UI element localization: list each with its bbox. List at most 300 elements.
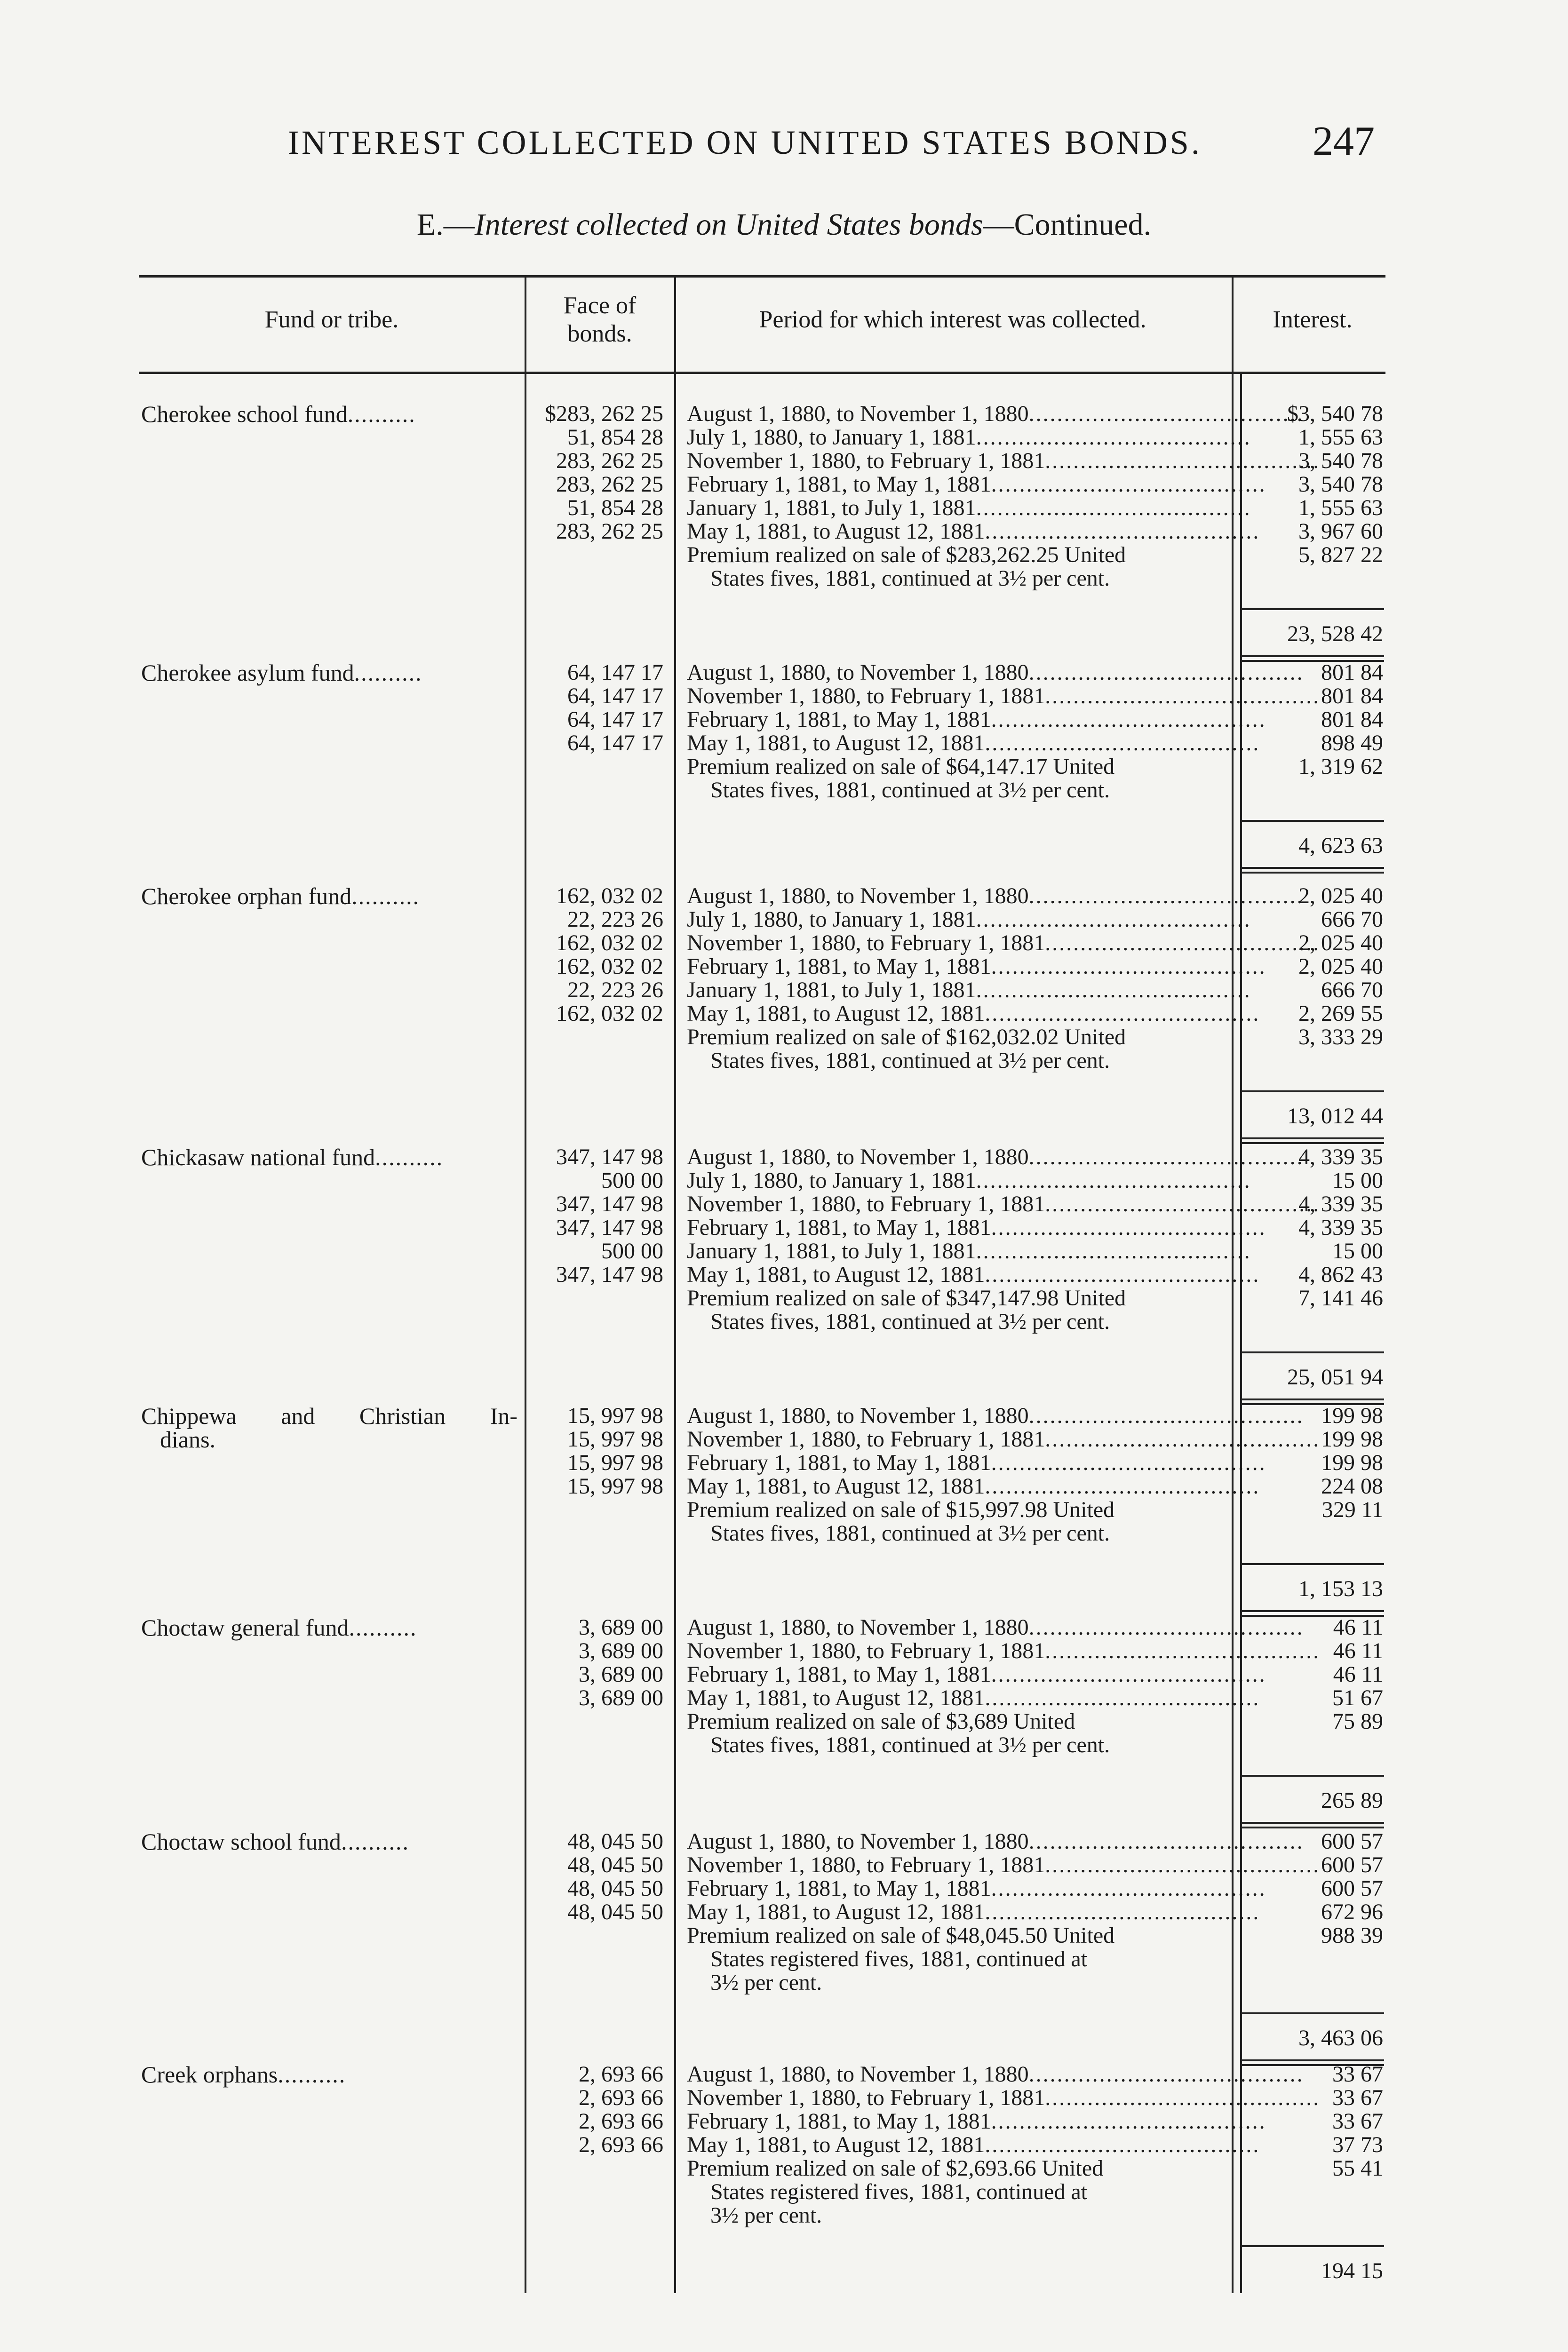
period bbox=[687, 1427, 1321, 1452]
period bbox=[687, 1001, 1260, 1026]
interest-amount: 2, 025 40 bbox=[1298, 883, 1383, 908]
face-value: 283, 262 25 bbox=[556, 519, 663, 544]
dot-leaders: ....................................... bbox=[991, 1215, 1266, 1240]
table-title bbox=[0, 207, 1568, 243]
dot-leaders: .......... bbox=[341, 1828, 409, 1855]
section-total: 265 89 bbox=[1321, 1788, 1383, 1813]
table-row bbox=[0, 1663, 1568, 1686]
premium-amount: 75 89 bbox=[1332, 1709, 1383, 1734]
table-row bbox=[0, 1616, 1568, 1639]
interest-amount: 3, 967 60 bbox=[1298, 519, 1383, 544]
dot-leaders: ....................................... bbox=[1045, 2085, 1321, 2110]
premium-note-line: States fives, 1881, continued at 3½ per cent. bbox=[710, 1521, 1110, 1546]
period bbox=[687, 707, 1266, 732]
face-value: 48, 045 50 bbox=[567, 1829, 663, 1854]
face-value: 51, 854 28 bbox=[567, 425, 663, 450]
premium-note bbox=[687, 1025, 1228, 1073]
face-value: 64, 147 17 bbox=[567, 683, 663, 708]
interest-amount: 600 57 bbox=[1321, 1876, 1383, 1901]
dot-leaders: ....................................... bbox=[991, 707, 1266, 732]
premium-note bbox=[687, 1498, 1228, 1545]
interest-amount: $3, 540 78 bbox=[1287, 401, 1383, 426]
table-row bbox=[0, 661, 1568, 684]
column-header-interest: Interest. bbox=[1273, 306, 1353, 333]
dot-leaders: .......... bbox=[278, 2061, 346, 2088]
table-row bbox=[0, 1877, 1568, 1900]
interest-amount: 672 96 bbox=[1321, 1899, 1383, 1924]
period bbox=[687, 1192, 1321, 1216]
premium-note bbox=[687, 543, 1228, 590]
face-value: 15, 997 98 bbox=[567, 1474, 663, 1499]
column-header-face bbox=[527, 292, 673, 348]
dot-leaders: ....................................... bbox=[1045, 930, 1321, 955]
premium-amount: 5, 827 22 bbox=[1298, 542, 1383, 567]
table-row bbox=[0, 1216, 1568, 1240]
dot-leaders: ....................................... bbox=[976, 425, 1251, 450]
period bbox=[687, 660, 1304, 685]
premium-note bbox=[687, 1924, 1228, 1994]
period-text: November 1, 1880, to February 1, 1881 bbox=[687, 1427, 1045, 1452]
period-text: May 1, 1881, to August 12, 1881 bbox=[687, 1474, 985, 1499]
period-text: November 1, 1880, to February 1, 1881 bbox=[687, 1638, 1045, 1663]
premium-note-line: Premium realized on sale of $2,693.66 United bbox=[687, 2156, 1104, 2181]
dot-leaders: ....................................... bbox=[991, 1662, 1266, 1687]
interest-amount: 199 98 bbox=[1321, 1403, 1383, 1428]
fund-name-line2: dians. bbox=[160, 1426, 216, 1453]
table-row bbox=[0, 402, 1568, 426]
face-value: 347, 147 98 bbox=[556, 1192, 663, 1216]
period-text: February 1, 1881, to May 1, 1881 bbox=[687, 1876, 991, 1901]
interest-amount: 33 67 bbox=[1332, 2085, 1383, 2110]
interest-amount: 4, 862 43 bbox=[1298, 1262, 1383, 1287]
interest-amount: 1, 555 63 bbox=[1298, 495, 1383, 520]
dot-leaders: ....................................... bbox=[991, 1876, 1266, 1901]
period-text: January 1, 1881, to July 1, 1881 bbox=[687, 495, 976, 520]
section-total: 25, 051 94 bbox=[1287, 1365, 1383, 1390]
fund-name-text: Creek orphans bbox=[141, 2061, 278, 2088]
table-title-prefix: E.— bbox=[416, 207, 475, 242]
period bbox=[687, 1829, 1304, 1854]
dot-leaders: ....................................... bbox=[1028, 660, 1304, 685]
period bbox=[687, 1662, 1266, 1687]
period bbox=[687, 495, 1251, 520]
premium-note-line: 3½ per cent. bbox=[710, 1970, 822, 1995]
fund-name-text: Choctaw school fund bbox=[141, 1828, 341, 1855]
premium-note-line: Premium realized on sale of $3,689 United bbox=[687, 1709, 1075, 1734]
table-row bbox=[0, 2063, 1568, 2086]
period bbox=[687, 907, 1251, 932]
premium-note-line: States fives, 1881, continued at 3½ per cent. bbox=[710, 1732, 1110, 1757]
fund-name-text: Cherokee asylum fund bbox=[141, 660, 354, 686]
dot-leaders: ....................................... bbox=[1045, 1192, 1321, 1216]
period-text: August 1, 1880, to November 1, 1880 bbox=[687, 401, 1029, 426]
table-title-suffix: —Continued. bbox=[983, 207, 1152, 242]
dot-leaders: ....................................... bbox=[985, 1474, 1260, 1499]
premium-amount: 55 41 bbox=[1332, 2156, 1383, 2181]
total-double-rule bbox=[1240, 867, 1384, 874]
face-value: 48, 045 50 bbox=[567, 1852, 663, 1877]
face-value: 48, 045 50 bbox=[567, 1876, 663, 1901]
face-value: 48, 045 50 bbox=[567, 1899, 663, 1924]
premium-note-line: States fives, 1881, continued at 3½ per cent. bbox=[710, 1048, 1110, 1073]
subtotal-rule bbox=[1240, 2012, 1384, 2014]
table-row bbox=[0, 1853, 1568, 1877]
face-value: 2, 693 66 bbox=[579, 2132, 663, 2157]
interest-amount: 33 67 bbox=[1332, 2062, 1383, 2087]
interest-amount: 4, 339 35 bbox=[1298, 1192, 1383, 1216]
table-row bbox=[0, 426, 1568, 449]
interest-amount: 37 73 bbox=[1332, 2132, 1383, 2157]
premium-note-line: 3½ per cent. bbox=[710, 2203, 822, 2228]
period-text: February 1, 1881, to May 1, 1881 bbox=[687, 1662, 991, 1687]
interest-amount: 666 70 bbox=[1321, 977, 1383, 1002]
interest-amount: 898 49 bbox=[1321, 731, 1383, 755]
interest-amount: 801 84 bbox=[1321, 660, 1383, 685]
subtotal-rule bbox=[1240, 1351, 1384, 1353]
interest-amount: 3, 540 78 bbox=[1298, 448, 1383, 473]
period bbox=[687, 1168, 1251, 1193]
face-value: 3, 689 00 bbox=[579, 1615, 663, 1640]
interest-amount: 33 67 bbox=[1332, 2109, 1383, 2134]
premium-note bbox=[687, 1287, 1228, 1334]
table-row bbox=[0, 1428, 1568, 1451]
face-value: 283, 262 25 bbox=[556, 472, 663, 497]
premium-note-line: Premium realized on sale of $347,147.98 United bbox=[687, 1286, 1126, 1311]
period-text: November 1, 1880, to February 1, 1881 bbox=[687, 1192, 1045, 1216]
interest-amount: 2, 269 55 bbox=[1298, 1001, 1383, 1026]
face-value: 64, 147 17 bbox=[567, 707, 663, 732]
period bbox=[687, 2085, 1321, 2110]
table-title-italic: Interest collected on United States bonds bbox=[474, 207, 983, 242]
period-text: May 1, 1881, to August 12, 1881 bbox=[687, 1899, 985, 1924]
period-text: May 1, 1881, to August 12, 1881 bbox=[687, 519, 985, 544]
dot-leaders: ....................................... bbox=[991, 2109, 1266, 2134]
face-value: 347, 147 98 bbox=[556, 1262, 663, 1287]
dot-leaders: ....................................... bbox=[1045, 1852, 1321, 1877]
table-row bbox=[0, 496, 1568, 520]
table-row bbox=[0, 931, 1568, 955]
period-text: August 1, 1880, to November 1, 1880 bbox=[687, 2062, 1029, 2087]
dot-leaders: ....................................... bbox=[985, 1262, 1260, 1287]
period bbox=[687, 1852, 1321, 1877]
page-header bbox=[0, 119, 1568, 175]
interest-amount: 46 11 bbox=[1333, 1615, 1383, 1640]
dot-leaders: ....................................... bbox=[1045, 448, 1321, 473]
period-text: February 1, 1881, to May 1, 1881 bbox=[687, 954, 991, 979]
subtotal-rule bbox=[1240, 2245, 1384, 2247]
table-row bbox=[0, 1686, 1568, 1710]
section-total: 13, 012 44 bbox=[1287, 1104, 1383, 1128]
face-value: 3, 689 00 bbox=[579, 1662, 663, 1687]
face-value: 162, 032 02 bbox=[556, 930, 663, 955]
interest-amount: 15 00 bbox=[1332, 1168, 1383, 1193]
table-row bbox=[0, 1192, 1568, 1216]
premium-note-line: Premium realized on sale of $48,045.50 United bbox=[687, 1923, 1115, 1948]
interest-amount: 666 70 bbox=[1321, 907, 1383, 932]
dot-leaders: ....................................... bbox=[985, 1899, 1260, 1924]
column-header-fund: Fund or tribe. bbox=[264, 306, 399, 333]
dot-leaders: ....................................... bbox=[985, 519, 1260, 544]
dot-leaders: ....................................... bbox=[1028, 1403, 1304, 1428]
period-text: May 1, 1881, to August 12, 1881 bbox=[687, 731, 985, 755]
interest-amount: 1, 555 63 bbox=[1298, 425, 1383, 450]
face-value: 15, 997 98 bbox=[567, 1403, 663, 1428]
premium-note-line: Premium realized on sale of $64,147.17 United bbox=[687, 754, 1115, 779]
period bbox=[687, 1899, 1260, 1924]
period bbox=[687, 883, 1304, 908]
face-value: 22, 223 26 bbox=[567, 907, 663, 932]
section-total: 23, 528 42 bbox=[1287, 621, 1383, 646]
interest-amount: 3, 540 78 bbox=[1298, 472, 1383, 497]
dot-leaders: ....................................... bbox=[1028, 1144, 1304, 1169]
table-row bbox=[0, 1263, 1568, 1287]
face-value: 162, 032 02 bbox=[556, 1001, 663, 1026]
dot-leaders: .......... bbox=[351, 883, 420, 909]
period-text: November 1, 1880, to February 1, 1881 bbox=[687, 683, 1045, 708]
period bbox=[687, 1144, 1304, 1169]
face-value: 64, 147 17 bbox=[567, 660, 663, 685]
subtotal-rule bbox=[1240, 608, 1384, 610]
header-bottom-rule bbox=[139, 372, 1385, 374]
premium-note bbox=[687, 755, 1228, 802]
fund-name-text: Cherokee school fund bbox=[141, 401, 348, 427]
subtotal-rule bbox=[1240, 1563, 1384, 1565]
interest-amount: 224 08 bbox=[1321, 1474, 1383, 1499]
fund-name-text: Chickasaw national fund bbox=[141, 1144, 375, 1170]
face-value: 2, 693 66 bbox=[579, 2085, 663, 2110]
table-row bbox=[0, 908, 1568, 931]
interest-amount: 600 57 bbox=[1321, 1852, 1383, 1877]
dot-leaders: .......... bbox=[347, 401, 416, 427]
period bbox=[687, 1215, 1266, 1240]
premium-note-line: States fives, 1881, continued at 3½ per cent. bbox=[710, 1309, 1110, 1334]
period-text: February 1, 1881, to May 1, 1881 bbox=[687, 1450, 991, 1475]
dot-leaders: ....................................... bbox=[985, 2132, 1260, 2157]
period bbox=[687, 1450, 1266, 1475]
period-text: February 1, 1881, to May 1, 1881 bbox=[687, 1215, 991, 1240]
premium-note-line: States fives, 1881, continued at 3½ per cent. bbox=[710, 778, 1110, 803]
table-row bbox=[0, 1404, 1568, 1428]
interest-amount: 600 57 bbox=[1321, 1829, 1383, 1854]
face-value: 3, 689 00 bbox=[579, 1685, 663, 1710]
dot-leaders: .......... bbox=[375, 1144, 444, 1170]
table-row bbox=[0, 1900, 1568, 1924]
table-row bbox=[0, 449, 1568, 473]
period-text: November 1, 1880, to February 1, 1881 bbox=[687, 448, 1045, 473]
face-value: 51, 854 28 bbox=[567, 495, 663, 520]
dot-leaders: ....................................... bbox=[1028, 883, 1304, 908]
period bbox=[687, 519, 1260, 544]
period bbox=[687, 1876, 1266, 1901]
total-double-rule bbox=[1240, 1137, 1384, 1144]
period bbox=[687, 1239, 1251, 1263]
period bbox=[687, 1638, 1321, 1663]
premium-note-line: Premium realized on sale of $283,262.25 United bbox=[687, 542, 1126, 567]
dot-leaders: ....................................... bbox=[1028, 1615, 1304, 1640]
dot-leaders: .......... bbox=[354, 660, 422, 686]
dot-leaders: ....................................... bbox=[976, 495, 1251, 520]
premium-amount: 7, 141 46 bbox=[1298, 1286, 1383, 1311]
face-value: 3, 689 00 bbox=[579, 1638, 663, 1663]
face-value: 15, 997 98 bbox=[567, 1427, 663, 1452]
premium-note-line: States registered fives, 1881, continued at bbox=[710, 1947, 1088, 1971]
period-text: February 1, 1881, to May 1, 1881 bbox=[687, 2109, 991, 2134]
period bbox=[687, 425, 1251, 450]
premium-note bbox=[687, 1710, 1228, 1757]
table-row bbox=[0, 2110, 1568, 2133]
face-value: 162, 032 02 bbox=[556, 954, 663, 979]
period bbox=[687, 472, 1266, 497]
dot-leaders: ....................................... bbox=[1045, 1427, 1321, 1452]
period-text: November 1, 1880, to February 1, 1881 bbox=[687, 930, 1045, 955]
period-text: February 1, 1881, to May 1, 1881 bbox=[687, 707, 991, 732]
period bbox=[687, 2132, 1260, 2157]
table-row bbox=[0, 884, 1568, 908]
interest-amount: 801 84 bbox=[1321, 707, 1383, 732]
period bbox=[687, 1403, 1304, 1428]
period-text: July 1, 1880, to January 1, 1881 bbox=[687, 1168, 976, 1193]
interest-amount: 4, 339 35 bbox=[1298, 1215, 1383, 1240]
dot-leaders: ....................................... bbox=[976, 977, 1251, 1002]
table-row bbox=[0, 1830, 1568, 1853]
section-total: 3, 463 06 bbox=[1298, 2026, 1383, 2050]
interest-amount: 15 00 bbox=[1332, 1239, 1383, 1263]
period-text: August 1, 1880, to November 1, 1880 bbox=[687, 1829, 1029, 1854]
face-value: $283, 262 25 bbox=[545, 401, 663, 426]
period bbox=[687, 2109, 1266, 2134]
dot-leaders: ....................................... bbox=[1028, 2062, 1304, 2087]
table-row bbox=[0, 2086, 1568, 2110]
table-row bbox=[0, 955, 1568, 978]
table-row bbox=[0, 1002, 1568, 1025]
table-row bbox=[0, 1240, 1568, 1263]
dot-leaders: .......... bbox=[349, 1614, 417, 1641]
column-header-face-line1: Face of bbox=[563, 292, 637, 319]
period-text: August 1, 1880, to November 1, 1880 bbox=[687, 1615, 1029, 1640]
dot-leaders: ....................................... bbox=[1045, 683, 1321, 708]
period bbox=[687, 448, 1321, 473]
interest-amount: 46 11 bbox=[1333, 1662, 1383, 1687]
face-value: 2, 693 66 bbox=[579, 2062, 663, 2087]
subtotal-rule bbox=[1240, 1090, 1384, 1092]
subtotal-rule bbox=[1240, 820, 1384, 822]
face-value: 500 00 bbox=[601, 1239, 663, 1263]
column-header-period: Period for which interest was collected. bbox=[759, 306, 1146, 333]
period bbox=[687, 683, 1321, 708]
face-value: 347, 147 98 bbox=[556, 1144, 663, 1169]
dot-leaders: ....................................... bbox=[985, 1001, 1260, 1026]
period-text: August 1, 1880, to November 1, 1880 bbox=[687, 883, 1029, 908]
subtotal-rule bbox=[1240, 1775, 1384, 1777]
premium-amount: 329 11 bbox=[1321, 1497, 1383, 1522]
dot-leaders: ....................................... bbox=[991, 954, 1266, 979]
period-text: May 1, 1881, to August 12, 1881 bbox=[687, 1262, 985, 1287]
table-row bbox=[0, 473, 1568, 496]
face-value: 15, 997 98 bbox=[567, 1450, 663, 1475]
period-text: February 1, 1881, to May 1, 1881 bbox=[687, 472, 991, 497]
period bbox=[687, 401, 1304, 426]
period bbox=[687, 731, 1260, 755]
interest-amount: 801 84 bbox=[1321, 683, 1383, 708]
table-row bbox=[0, 684, 1568, 708]
period-text: January 1, 1881, to July 1, 1881 bbox=[687, 977, 976, 1002]
table-top-rule bbox=[139, 275, 1385, 278]
premium-amount: 3, 333 29 bbox=[1298, 1025, 1383, 1049]
period-text: May 1, 1881, to August 12, 1881 bbox=[687, 2132, 985, 2157]
period-text: August 1, 1880, to November 1, 1880 bbox=[687, 660, 1029, 685]
period bbox=[687, 977, 1251, 1002]
dot-leaders: ....................................... bbox=[1045, 1638, 1321, 1663]
interest-amount: 2, 025 40 bbox=[1298, 930, 1383, 955]
table-row bbox=[0, 731, 1568, 755]
interest-amount: 199 98 bbox=[1321, 1427, 1383, 1452]
period-text: July 1, 1880, to January 1, 1881 bbox=[687, 425, 976, 450]
section-total: 1, 153 13 bbox=[1298, 1576, 1383, 1601]
interest-amount: 51 67 bbox=[1332, 1685, 1383, 1710]
premium-note-line: States registered fives, 1881, continued at bbox=[710, 2179, 1088, 2204]
table-row bbox=[0, 1475, 1568, 1498]
section-total: 194 15 bbox=[1321, 2258, 1383, 2283]
period-text: May 1, 1881, to August 12, 1881 bbox=[687, 1001, 985, 1026]
face-value: 283, 262 25 bbox=[556, 448, 663, 473]
dot-leaders: ....................................... bbox=[991, 472, 1266, 497]
table-row bbox=[0, 1451, 1568, 1475]
face-value: 347, 147 98 bbox=[556, 1215, 663, 1240]
period bbox=[687, 1474, 1260, 1499]
interest-amount: 46 11 bbox=[1333, 1638, 1383, 1663]
premium-note-line: States fives, 1881, continued at 3½ per cent. bbox=[710, 566, 1110, 591]
period-text: May 1, 1881, to August 12, 1881 bbox=[687, 1685, 985, 1710]
dot-leaders: ....................................... bbox=[991, 1450, 1266, 1475]
period-text: August 1, 1880, to November 1, 1880 bbox=[687, 1403, 1029, 1428]
period bbox=[687, 954, 1266, 979]
table-row bbox=[0, 1169, 1568, 1192]
period-text: January 1, 1881, to July 1, 1881 bbox=[687, 1239, 976, 1263]
dot-leaders: ....................................... bbox=[1028, 1829, 1304, 1854]
period-text: August 1, 1880, to November 1, 1880 bbox=[687, 1144, 1029, 1169]
period-text: November 1, 1880, to February 1, 1881 bbox=[687, 1852, 1045, 1877]
period-text: November 1, 1880, to February 1, 1881 bbox=[687, 2085, 1045, 2110]
period-text: July 1, 1880, to January 1, 1881 bbox=[687, 907, 976, 932]
face-value: 162, 032 02 bbox=[556, 883, 663, 908]
page-number: 247 bbox=[1313, 119, 1375, 164]
table-row bbox=[0, 1639, 1568, 1663]
premium-amount: 1, 319 62 bbox=[1298, 754, 1383, 779]
dot-leaders: ....................................... bbox=[976, 1168, 1251, 1193]
dot-leaders: ....................................... bbox=[985, 1685, 1260, 1710]
dot-leaders: ....................................... bbox=[985, 731, 1260, 755]
dot-leaders: ....................................... bbox=[976, 907, 1251, 932]
column-header-face-line2: bonds. bbox=[567, 320, 632, 347]
period bbox=[687, 2062, 1304, 2087]
dot-leaders: ....................................... bbox=[976, 1239, 1251, 1263]
fund-name-text: Choctaw general fund bbox=[141, 1614, 349, 1641]
section-total: 4, 623 63 bbox=[1298, 833, 1383, 858]
premium-note-line: Premium realized on sale of $15,997.98 United bbox=[687, 1497, 1115, 1522]
period bbox=[687, 930, 1321, 955]
fund-name-line1: Chippewa and Christian In- bbox=[141, 1403, 517, 1429]
table-row bbox=[0, 2133, 1568, 2157]
table-row bbox=[0, 978, 1568, 1002]
premium-amount: 988 39 bbox=[1321, 1923, 1383, 1948]
running-title: INTEREST COLLECTED ON UNITED STATES BONDS. bbox=[288, 124, 1202, 161]
total-double-rule bbox=[1240, 1822, 1384, 1828]
interest-amount: 4, 339 35 bbox=[1298, 1144, 1383, 1169]
period bbox=[687, 1262, 1260, 1287]
table-row bbox=[0, 1145, 1568, 1169]
period bbox=[687, 1685, 1260, 1710]
face-value: 500 00 bbox=[601, 1168, 663, 1193]
